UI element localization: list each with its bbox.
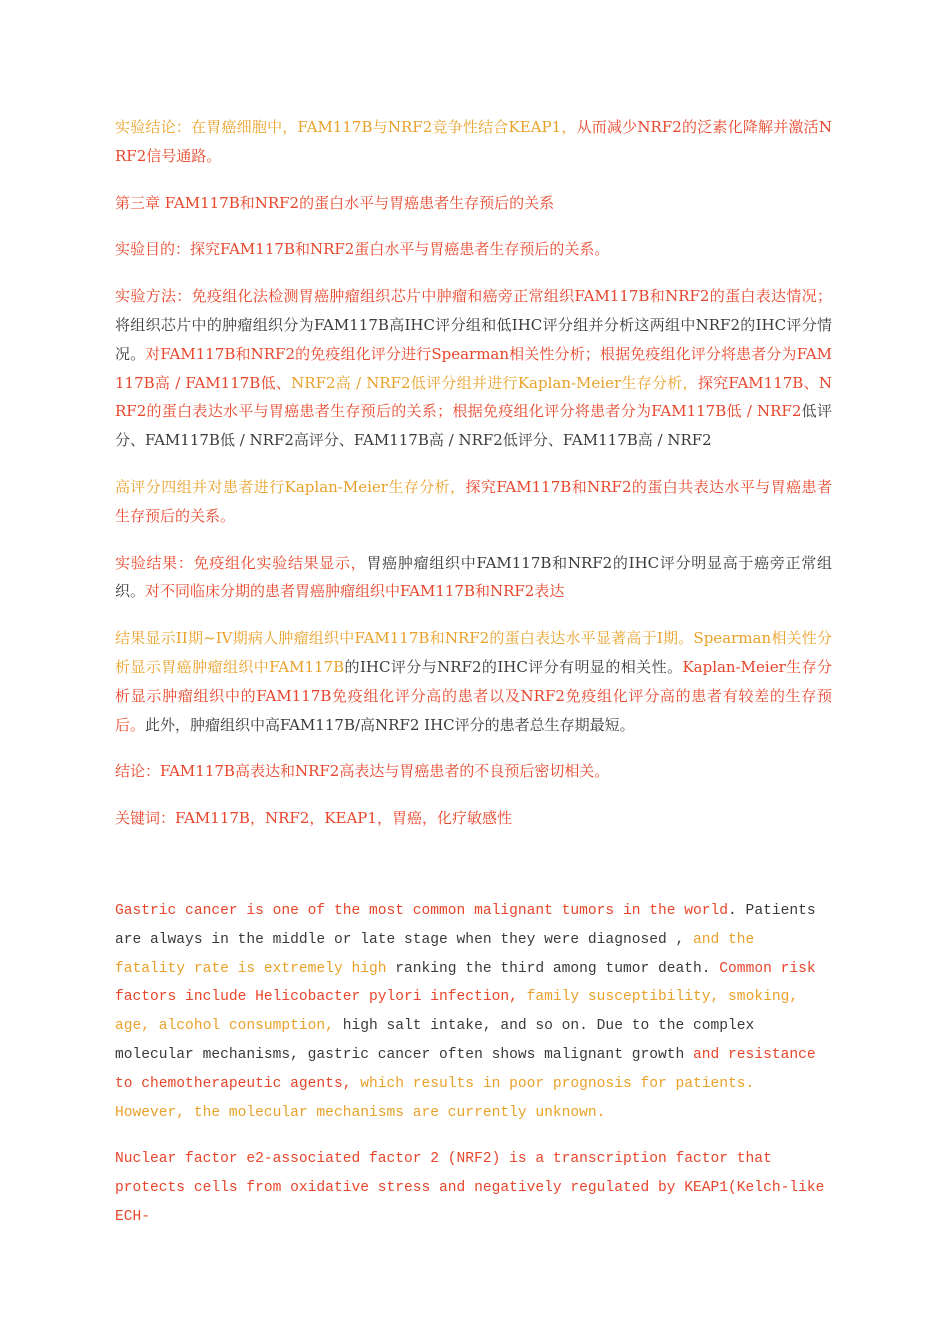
- conclusion-paragraph: [115, 113, 832, 171]
- text-run: Nuclear factor e2-associated factor 2 (NRF2) is a transcription factor that protects cells from oxidative stress and negatively regulated by KEAP1(Kelch-like ECH-: [115, 1151, 825, 1225]
- text-run: 胃癌肿瘤组织中FAM117B和NRF2的IHC评分明显高于癌旁正常组织。: [115, 553, 832, 601]
- english-abstract-paragraph: [115, 897, 832, 1127]
- text-run: 第三章 FAM117B和NRF2的蛋白水平与胃癌患者生存预后的关系: [115, 193, 555, 212]
- text-run: 的IHC评分与NRF2的IHC评分有明显的相关性。: [344, 657, 683, 676]
- results-continued-paragraph: [115, 624, 832, 739]
- text-run: 探究FAM117B和NRF2的蛋白共表达水平与胃癌患者生存预后的关系。: [115, 477, 832, 525]
- text-run: family susceptibility, smoking, age, alcohol consumption,: [115, 989, 799, 1035]
- text-run: 此外，肿瘤组织中高FAM117B/高NRF2 IHC评分的患者总生存期最短。: [145, 715, 635, 734]
- text-run: and the fatality rate is extremely high: [115, 931, 755, 977]
- text-run: 对不同临床分期的患者胃癌肿瘤组织中FAM117B和NRF2表达: [145, 582, 565, 601]
- aim-paragraph: [115, 235, 832, 264]
- text-run: 实验结果：免疫组化实验结果显示，: [115, 553, 367, 572]
- text-run: Gastric cancer is one of the most common malignant tumors in the world: [115, 902, 729, 919]
- text-run: and resistance to chemotherapeutic agents,: [115, 1046, 816, 1092]
- methods-paragraph: [115, 282, 832, 455]
- text-run: 低评分、FAM117B低 / NRF2高评分、FAM117B高 / NRF2低评分、FAM117B高 / NRF2: [115, 402, 832, 450]
- final-conclusion-paragraph: [115, 757, 832, 786]
- text-run: 对FAM117B和NRF2的免疫组化评分进行Spearman相关性分析；根据免疫组化评分将患者分为FAM117B高 / FAM117B低、: [115, 344, 832, 392]
- text-run: ranking the third among tumor death.: [395, 960, 720, 977]
- text-run: NRF2高 / NRF2低评分组并进行Kaplan-Meier生存分析，: [291, 373, 698, 392]
- text-run: 实验目的：探究FAM117B和NRF2蛋白水平与胃癌患者生存预后的关系。: [115, 240, 610, 259]
- text-run: 实验方法：免疫组化法检测胃癌肿瘤组织芯片中肿瘤和癌旁正常组织FAM117B和NRF2的蛋白表达情况；: [115, 287, 832, 306]
- text-run: high salt intake, and so on. Due to the complex molecular mechanisms, gastric cancer often shows malignant growth: [115, 1018, 755, 1063]
- text-run: 探究FAM117B、NRF2的蛋白表达水平与胃癌患者生存预后的关系；根据免疫组化评分将患者分为FAM117B低 / NRF2: [115, 373, 833, 421]
- text-run: . Patients are always in the middle or late stage when they were diagnosed ,: [115, 902, 816, 948]
- text-run: which results in poor prognosis for patients. However, the molecular mechanisms are currently unknown.: [115, 1075, 755, 1121]
- text-run: 关键词：FAM117B，NRF2，KEAP1，胃癌，化疗敏感性: [115, 809, 512, 828]
- results-paragraph: [115, 549, 832, 607]
- text-run: Common risk factors include Helicobacter pylori infection,: [115, 960, 816, 1006]
- keywords-paragraph: [115, 804, 832, 833]
- chapter-heading: [115, 189, 832, 218]
- text-run: 高评分四组并对患者进行Kaplan-Meier生存分析，: [115, 477, 466, 496]
- methods-continued-paragraph: [115, 473, 832, 531]
- text-run: 结果显示II期~IV期病人肿瘤组织中FAM117B和NRF2的蛋白表达水平显著高于I期。Spearman相关性分析显示胃癌肿瘤组织中FAM117B: [115, 629, 832, 676]
- text-run: Kaplan-Meier生存分析显示肿瘤组织中的FAM117B免疫组化评分高的患者以及NRF2免疫组化评分高的患者有较差的生存预后。: [115, 657, 832, 734]
- text-run: 实验结论：在胃癌细胞中，FAM117B与NRF2竞争性结合KEAP1，: [115, 118, 577, 136]
- text-run: 从而减少NRF2的泛素化降解并激活NRF2信号通路。: [115, 118, 832, 165]
- text-run: 结论：FAM117B高表达和NRF2高表达与胃癌患者的不良预后密切相关。: [115, 762, 610, 781]
- english-nrf2-paragraph: [115, 1145, 832, 1231]
- text-run: 将组织芯片中的肿瘤组织分为FAM117B高IHC评分组和低IHC评分组并分析这两组中NRF2的IHC评分情况。: [115, 315, 832, 363]
